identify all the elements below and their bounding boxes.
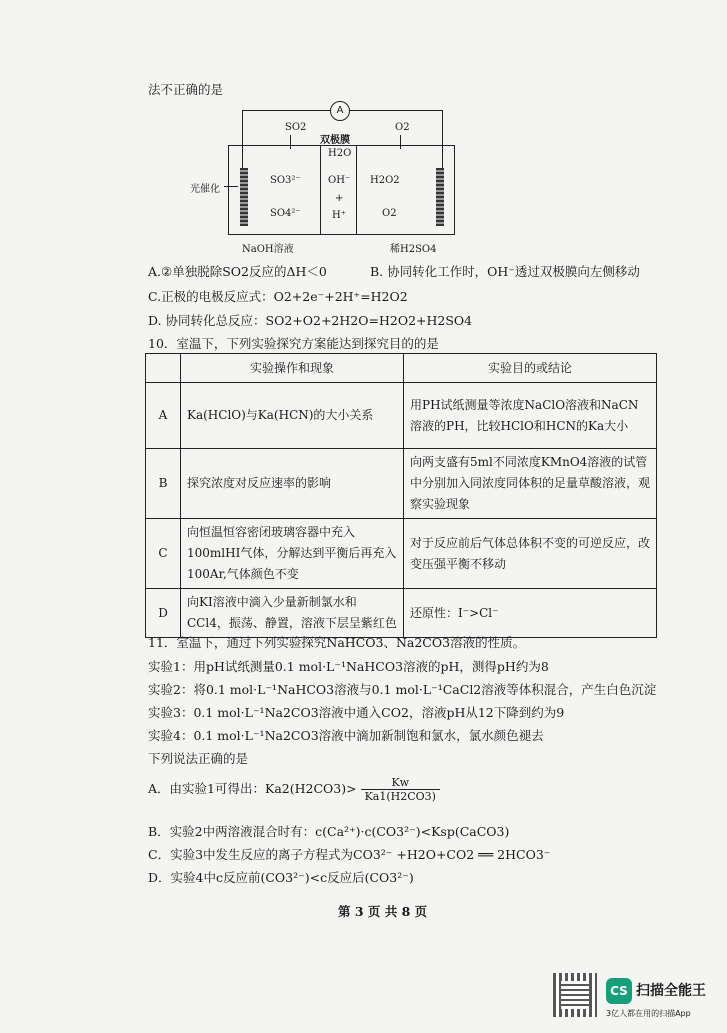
experiment-table	[145, 353, 657, 638]
table-cell-operation: Ka(HClO)与Ka(HCN)的大小关系	[181, 383, 404, 449]
h-label: H⁺	[332, 210, 346, 221]
q11-exp1: 实验1：用pH试纸测量0.1 mol·L⁻¹NaHCO3溶液的pH，测得pH约为8	[148, 659, 549, 674]
so3-label: SO3²⁻	[270, 175, 301, 186]
q9-option-c: C.正极的电极反应式：O2+2e⁻+2H⁺=H2O2	[148, 289, 408, 304]
o2-top-label: O2	[395, 122, 410, 133]
fraction	[361, 776, 440, 803]
scanner-brand: 扫描全能王	[636, 983, 706, 999]
o2-label: O2	[382, 208, 397, 219]
ammeter-icon: A	[330, 101, 350, 121]
light-label: 光催化	[190, 184, 220, 195]
oh-label: OH⁻	[328, 175, 351, 186]
q11-stem: 11．室温下，通过下列实验探究NaHCO3、Na2CO3溶液的性质。	[148, 635, 526, 650]
q11-exp3: 实验3：0.1 mol·L⁻¹Na2CO3溶液中通入CO2，溶液pH从12下降到约为9	[148, 705, 565, 720]
q11-option-b: B．实验2中两溶液混合时有：c(Ca²⁺)·c(CO3²⁻)<Ksp(CaCO3)	[148, 824, 510, 839]
q11-option-a	[148, 776, 440, 803]
naoh-label: NaOH溶液	[242, 244, 294, 255]
q11-option-d: D．实验4中c反应前(CO3²⁻)<c反应后(CO3²⁻)	[148, 870, 414, 885]
table-cell-option: A	[146, 383, 181, 449]
scanner-slogan: 3亿人都在用的扫描App	[606, 1009, 691, 1018]
electrochem-diagram	[190, 100, 480, 265]
fraction-numerator: Kw	[361, 776, 440, 790]
h2o2-label: H2O2	[370, 175, 400, 186]
table-cell-goal: 还原性：I⁻>Cl⁻	[404, 589, 657, 638]
table-header-cell: 实验操作和现象	[181, 354, 404, 383]
q11-ask: 下列说法正确的是	[148, 751, 249, 766]
table-cell-operation: 探究浓度对反应速率的影响	[181, 449, 404, 519]
table-header-cell	[146, 354, 181, 383]
membrane-right	[356, 145, 357, 235]
q9-option-a: A.②单独脱除SO2反应的ΔH＜0	[148, 264, 327, 279]
o2-arrow	[400, 135, 401, 149]
table-header-row	[146, 354, 657, 383]
membrane-left	[320, 145, 321, 235]
table-header-cell: 实验目的或结论	[404, 354, 657, 383]
table-cell-operation: 向恒温恒容密闭玻璃容器中充入100mlHI气体，分解达到平衡后再充入100Ar,气体颜色不变	[181, 519, 404, 589]
question-intro: 法不正确的是	[148, 82, 224, 97]
table-cell-option: B	[146, 449, 181, 519]
q10-stem: 10．室温下，下列实验探究方案能达到探究目的的是	[148, 336, 439, 351]
q11-exp2: 实验2：将0.1 mol·L⁻¹NaHCO3溶液与0.1 mol·L⁻¹CaCl2溶液等体积混合，产生白色沉淀	[148, 682, 657, 697]
table-cell-operation: 向KI溶液中滴入少量新制氯水和CCl4，振荡、静置，溶液下层呈紫红色	[181, 589, 404, 638]
light-arrow	[224, 186, 238, 187]
so2-arrow	[290, 135, 291, 149]
table-cell-option: C	[146, 519, 181, 589]
q11-option-c: C．实验3中发生反应的离子方程式为CO3²⁻ +H2O+CO2 ══ 2HCO3⁻	[148, 847, 551, 862]
q9-option-b: B. 协同转化工作时，OH⁻透过双极膜向左侧移动	[370, 264, 640, 279]
q11-exp4: 实验4：0.1 mol·L⁻¹Na2CO3溶液中滴加新制饱和氯水，氯水颜色褪去	[148, 728, 544, 743]
table-cell-goal: 用PH试纸测量等浓度NaClO溶液和NaCN溶液的PH，比较HClO和HCN的Ka大小	[404, 383, 657, 449]
q9-option-d: D. 协同转化总反应：SO2+O2+2H2O=H2O2+H2SO4	[148, 313, 473, 328]
q11-option-a-text: A．由实验1可得出：Ka2(H2CO3)>	[148, 781, 357, 796]
right-electrode	[436, 168, 444, 226]
h2so4-label: 稀H2SO4	[390, 244, 437, 255]
page-footer: 第 3 页 共 8 页	[338, 904, 428, 919]
table-row	[146, 519, 657, 589]
table-cell-goal: 向两支盛有5ml不同浓度KMnO4溶液的试管中分别加入同浓度同体积的足量草酸溶液，观察实验现象	[404, 449, 657, 519]
table-row	[146, 589, 657, 638]
plus-label: +	[335, 193, 344, 204]
table-row	[146, 449, 657, 519]
table-cell-option: D	[146, 589, 181, 638]
membrane-label: 双极膜	[320, 135, 350, 146]
table-row	[146, 383, 657, 449]
table-cell-goal: 对于反应前后气体总体积不变的可逆反应，改变压强平衡不移动	[404, 519, 657, 589]
so4-label: SO4²⁻	[270, 208, 301, 219]
qr-code-icon	[553, 973, 597, 1017]
fraction-denominator: Ka1(H2CO3)	[364, 790, 436, 803]
scanner-logo-icon: CS	[606, 978, 632, 1004]
so2-top-label: SO2	[285, 122, 307, 133]
h2o-label: H2O	[328, 148, 352, 159]
left-electrode	[240, 168, 248, 226]
